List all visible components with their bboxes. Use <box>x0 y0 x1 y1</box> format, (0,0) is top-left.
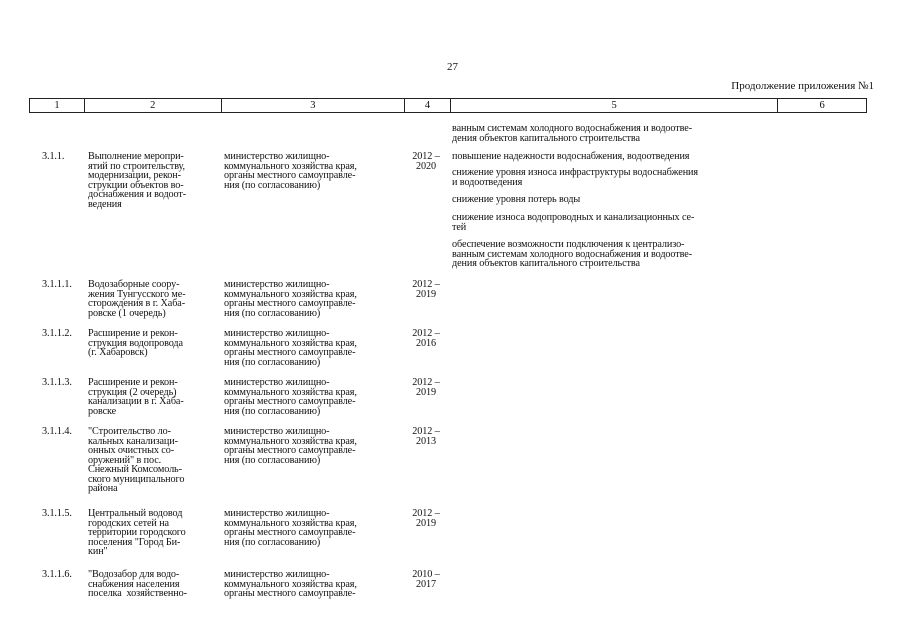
row-name: Центральный водовод городских сетей на территории городского поселения "Город Би- кин" <box>88 508 186 557</box>
row-number: 3.1.1.1. <box>42 279 72 290</box>
row-result: обеспечение возможности подключения к централизо- ванным системам холодного водоснабжения и водоотве- дения объектов капитального строительства <box>452 239 692 269</box>
header-col-3: 3 <box>222 99 406 112</box>
row-result: снижение уровня износа инфраструктуры водоснабжения и водоотведения <box>452 167 698 188</box>
header-col-1: 1 <box>30 99 85 112</box>
row-number: 3.1.1.6. <box>42 569 72 580</box>
row-years: 2012 – 2020 <box>412 151 440 172</box>
row-name: Расширение и рекон- струкция (2 очередь) канализации в г. Хаба- ровске <box>88 377 184 417</box>
row-name: "Водозабор для водо- снабжения населения поселка хозяйственно- <box>88 569 187 599</box>
table-header <box>29 98 867 113</box>
row-number: 3.1.1.3. <box>42 377 72 388</box>
row-years: 2012 – 2016 <box>412 328 440 349</box>
row-executor: министерство жилищно- коммунального хозяйства края, органы местного самоуправле- ния (по согласованию) <box>224 377 357 417</box>
row-years: 2012 – 2019 <box>412 279 440 300</box>
row-years: 2012 – 2019 <box>412 377 440 398</box>
row-executor: министерство жилищно- коммунального хозяйства края, органы местного самоуправле- ния (по согласованию) <box>224 328 357 368</box>
row-number: 3.1.1. <box>42 151 65 162</box>
row-executor: министерство жилищно- коммунального хозяйства края, органы местного самоуправле- ния (по согласованию) <box>224 426 357 466</box>
row-executor: министерство жилищно- коммунального хозяйства края, органы местного самоуправле- ния (по согласованию) <box>224 279 357 319</box>
row-executor: министерство жилищно- коммунального хозяйства края, органы местного самоуправле- <box>224 569 357 599</box>
row-result: снижение уровня потерь воды <box>452 194 581 205</box>
page-number: 27 <box>447 61 458 73</box>
row-executor: министерство жилищно- коммунального хозяйства края, органы местного самоуправле- ния (по согласованию) <box>224 151 357 191</box>
top-result-text: ванным системам холодного водоснабжения и водоотве- дения объектов капитального строительства <box>452 123 692 144</box>
row-number: 3.1.1.2. <box>42 328 72 339</box>
row-name: "Строительство ло- кальных канализаци- онных очистных со- оружений" в пос. Снежный Комсомоль- ского муниципального района <box>88 426 185 494</box>
header-col-6: 6 <box>819 100 825 111</box>
row-years: 2010 – 2017 <box>412 569 440 590</box>
row-number: 3.1.1.5. <box>42 508 72 519</box>
row-number: 3.1.1.4. <box>42 426 72 437</box>
row-result: снижение износа водопроводных и канализационных се- тей <box>452 212 695 233</box>
continuation-label: Продолжение приложения №1 <box>731 80 874 92</box>
row-result: повышение надежности водоснабжения, водоотведения <box>452 151 690 162</box>
row-years: 2012 – 2019 <box>412 508 440 529</box>
row-years: 2012 – 2013 <box>412 426 440 447</box>
row-name: Выполнение меропри- ятий по строительству, модернизации, рекон- струкции объектов во- доснабжения и водоот- ведения <box>88 151 187 210</box>
row-name: Расширение и рекон- струкция водопровода (г. Хабаровск) <box>88 328 183 358</box>
header-col-5: 5 <box>451 99 778 112</box>
header-col-2: 2 <box>85 99 222 112</box>
header-col-4: 4 <box>405 99 451 112</box>
row-executor: министерство жилищно- коммунального хозяйства края, органы местного самоуправле- ния (по согласованию) <box>224 508 357 548</box>
row-name: Водозаборные соору- жения Тунгусского ме- сторождения в г. Хаба- ровске (1 очередь) <box>88 279 186 319</box>
